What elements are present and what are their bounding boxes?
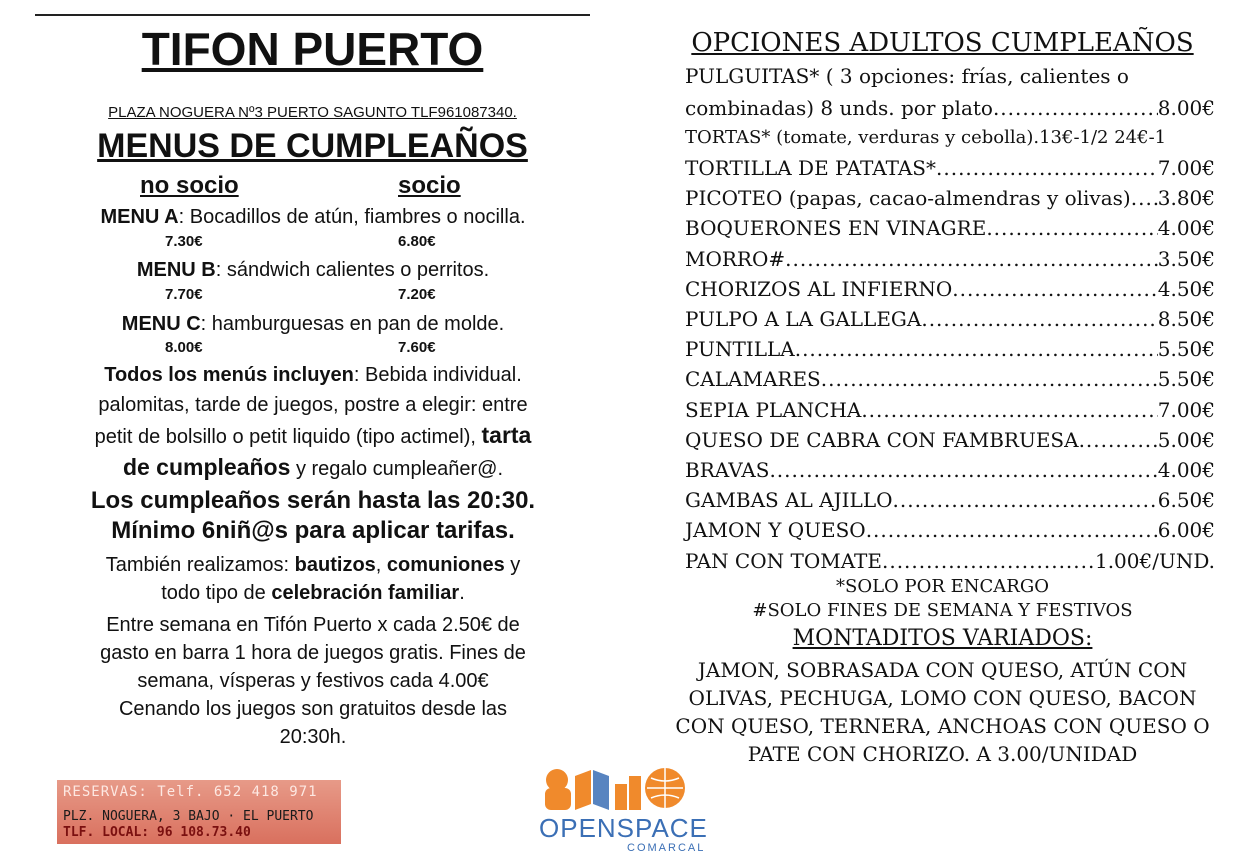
leader-dots — [785, 246, 1158, 272]
leader-dots — [921, 306, 1157, 332]
note-solo-encargo: *SOLO POR ENCARGO — [835, 576, 1049, 597]
item-price: 8.50€ — [1157, 307, 1215, 331]
weekday-line-2: gasto en barra 1 hora de juegos gratis. Fines de — [100, 642, 526, 664]
menu-b-desc: : sándwich calientes o perritos. — [215, 259, 490, 281]
column-header-socio: socio — [398, 172, 461, 199]
price-list-item — [685, 306, 1215, 332]
comuniones-bold: comuniones — [386, 554, 505, 576]
y-text: y — [504, 554, 521, 576]
weekday-line-1: Entre semana en Tifón Puerto x cada 2.50€ de — [106, 614, 520, 636]
item-name: CHORIZOS AL INFIERNO — [685, 277, 953, 301]
montaditos-line-3: CON QUESO, TERNERA, ANCHOAS CON QUESO O — [675, 714, 1210, 738]
price-list-item — [685, 336, 1215, 362]
item-price: 5.00€ — [1157, 428, 1215, 452]
price-list-item — [685, 185, 1215, 211]
includes-bold: Todos los menús incluyen — [104, 364, 354, 386]
item-name: PUNTILLA — [685, 337, 795, 361]
leader-dots — [936, 155, 1158, 181]
price-list-item — [685, 487, 1215, 513]
includes-text-4: y regalo cumpleañer@. — [290, 458, 504, 480]
menu-a-price-socio: 6.80€ — [398, 233, 436, 250]
pulguitas-price: 8.00€ — [1157, 96, 1215, 120]
menus-heading: MENUS DE CUMPLEAÑOS — [97, 127, 528, 165]
menu-b-label: MENU B — [136, 259, 216, 281]
item-price: 5.50€ — [1157, 367, 1215, 391]
leader-dots — [861, 397, 1157, 423]
montaditos-line-2: OLIVAS, PECHUGA, LOMO CON QUESO, BACON — [688, 686, 1197, 710]
item-name: BRAVAS — [685, 458, 770, 482]
leader-dots — [821, 366, 1158, 392]
item-name: TORTILLA DE PATATAS* — [685, 156, 936, 180]
reservations-address: PLZ. NOGUERA, 3 BAJO · EL PUERTO — [63, 809, 314, 824]
bautizos-bold: bautizos — [294, 554, 376, 576]
price-list-item — [685, 457, 1215, 483]
menu-b-price-nosocio: 7.70€ — [165, 286, 203, 303]
logo-sub: COMARCAL — [627, 842, 706, 854]
menu-a-line — [28, 206, 598, 228]
price-list-item — [685, 366, 1215, 392]
leader-dots — [1079, 427, 1158, 453]
includes-line-4 — [28, 456, 598, 480]
leader-dots — [986, 215, 1157, 241]
hours-note: Los cumpleaños serán hasta las 20:30. — [90, 487, 536, 514]
item-name: JAMON Y QUESO — [685, 518, 866, 542]
leader-dots — [866, 517, 1158, 543]
leader-dots — [882, 548, 1095, 574]
leader-dots — [993, 95, 1158, 121]
item-name: BOQUERONES EN VINAGRE — [685, 216, 987, 240]
item-name: PICOTEO (papas, cacao-almendras y olivas) — [685, 186, 1131, 210]
price-list-item — [685, 215, 1215, 241]
menu-c-label: MENU C — [121, 313, 201, 335]
item-name: PULPO A LA GALLEGA — [685, 307, 922, 331]
item-price: 3.80€ — [1157, 186, 1215, 210]
menu-b-line — [28, 259, 598, 281]
item-price: 5.50€ — [1157, 337, 1215, 361]
includes-text-3: petit de bolsillo o petit liquido (tipo actimel), — [94, 426, 482, 448]
price-list-item — [685, 397, 1215, 423]
celebracion-bold: celebración familiar — [271, 582, 460, 604]
includes-line-3 — [28, 424, 598, 448]
item-name: CALAMARES — [685, 367, 821, 391]
price-list-item — [685, 517, 1215, 543]
menu-c-line — [28, 313, 598, 335]
price-list-item — [685, 246, 1215, 272]
openspace-logo — [535, 758, 715, 858]
item-price: 7.00€ — [1157, 156, 1215, 180]
item-price: 6.00€ — [1157, 518, 1215, 542]
menu-b-price-socio: 7.20€ — [398, 286, 436, 303]
menu-c-price-socio: 7.60€ — [398, 339, 436, 356]
item-name: PAN CON TOMATE — [685, 549, 882, 573]
comma-text: , — [375, 554, 387, 576]
pulguitas-line-1: PULGUITAS* ( 3 opciones: frías, calientes o — [685, 64, 1129, 88]
item-name: GAMBAS AL AJILLO — [685, 488, 893, 512]
item-price: 3.50€ — [1157, 247, 1215, 271]
reservations-stamp — [57, 780, 341, 844]
leader-dots — [769, 457, 1157, 483]
leader-dots — [893, 487, 1158, 513]
adult-options-title: OPCIONES ADULTOS CUMPLEAÑOS — [691, 28, 1194, 58]
top-rule — [35, 14, 590, 16]
menu-c-price-nosocio: 8.00€ — [165, 339, 203, 356]
column-header-nosocio: no socio — [140, 172, 239, 199]
menu-a-price-nosocio: 7.30€ — [165, 233, 203, 250]
minimum-note: Mínimo 6niñ@s para aplicar tarifas. — [111, 517, 515, 544]
weekday-line-4: Cenando los juegos son gratuitos desde las — [118, 698, 508, 720]
weekday-line-3: semana, vísperas y festivos cada 4.00€ — [137, 670, 489, 692]
montaditos-line-4: PATE CON CHORIZO. A 3.00/UNIDAD — [747, 742, 1138, 766]
includes-text-1: : Bebida individual. — [353, 364, 522, 386]
menu-a-label: MENU A — [100, 206, 179, 228]
address-line: PLAZA NOGUERA Nº3 PUERTO SAGUNTO TLF961087340. — [108, 104, 517, 121]
item-price: 6.50€ — [1157, 488, 1215, 512]
page-title: TIFON PUERTO — [141, 23, 484, 75]
also-line-2 — [28, 582, 598, 604]
menu-c-desc: : hamburguesas en pan de molde. — [200, 313, 505, 335]
menu-item-pulguitas-1 — [685, 63, 1215, 89]
item-name: MORRO# — [685, 247, 786, 271]
item-price: 7.00€ — [1157, 398, 1215, 422]
also-text: También realizamos: — [105, 554, 295, 576]
item-price: 4.00€ — [1157, 458, 1215, 482]
leader-dots — [952, 276, 1157, 302]
pulguitas-line-2: combinadas) 8 unds. por plato — [685, 96, 993, 120]
price-list-item — [685, 548, 1215, 574]
item-name: SEPIA PLANCHA — [685, 398, 862, 422]
item-name: QUESO DE CABRA CON FAMBRUESA — [685, 428, 1079, 452]
reservations-local-phone: TLF. LOCAL: 96 108.73.40 — [63, 825, 251, 840]
menu-item-pulguitas-2 — [685, 95, 1215, 121]
item-price: 4.50€ — [1157, 277, 1215, 301]
includes-line-2: palomitas, tarde de juegos, postre a elegir: entre — [98, 394, 528, 416]
montaditos-line-1: JAMON, SOBRASADA CON QUESO, ATÚN CON — [697, 658, 1188, 682]
tortas-line: TORTAS* (tomate, verduras y cebolla).13€-1/2 24€-1 — [685, 127, 1167, 148]
logo-name: OPENSPACE — [539, 813, 708, 843]
item-price: 4.00€ — [1157, 216, 1215, 240]
dot-text: . — [459, 582, 465, 604]
includes-line-1 — [28, 364, 598, 386]
note-fines-semana: #SOLO FINES DE SEMANA Y FESTIVOS — [752, 600, 1133, 621]
todo-tipo-text: todo tipo de — [161, 582, 272, 604]
price-list-item — [685, 155, 1215, 181]
montaditos-title: MONTADITOS VARIADOS: — [792, 626, 1093, 651]
tarta-bold: tarta — [481, 422, 532, 448]
menu-a-desc: : Bocadillos de atún, fiambres o nocilla. — [178, 206, 526, 228]
item-price: 1.00€/UND. — [1094, 549, 1215, 573]
price-list-item — [685, 427, 1215, 453]
leader-dots — [795, 336, 1158, 362]
also-line-1 — [28, 554, 598, 576]
reservations-phone: RESERVAS: Telf. 652 418 971 — [63, 784, 318, 800]
menu-item-tortas — [685, 125, 1215, 151]
price-list-item — [685, 276, 1215, 302]
leader-dots — [1131, 185, 1158, 211]
weekday-line-5: 20:30h. — [279, 726, 347, 748]
cumple-bold: de cumpleaños — [122, 454, 291, 480]
